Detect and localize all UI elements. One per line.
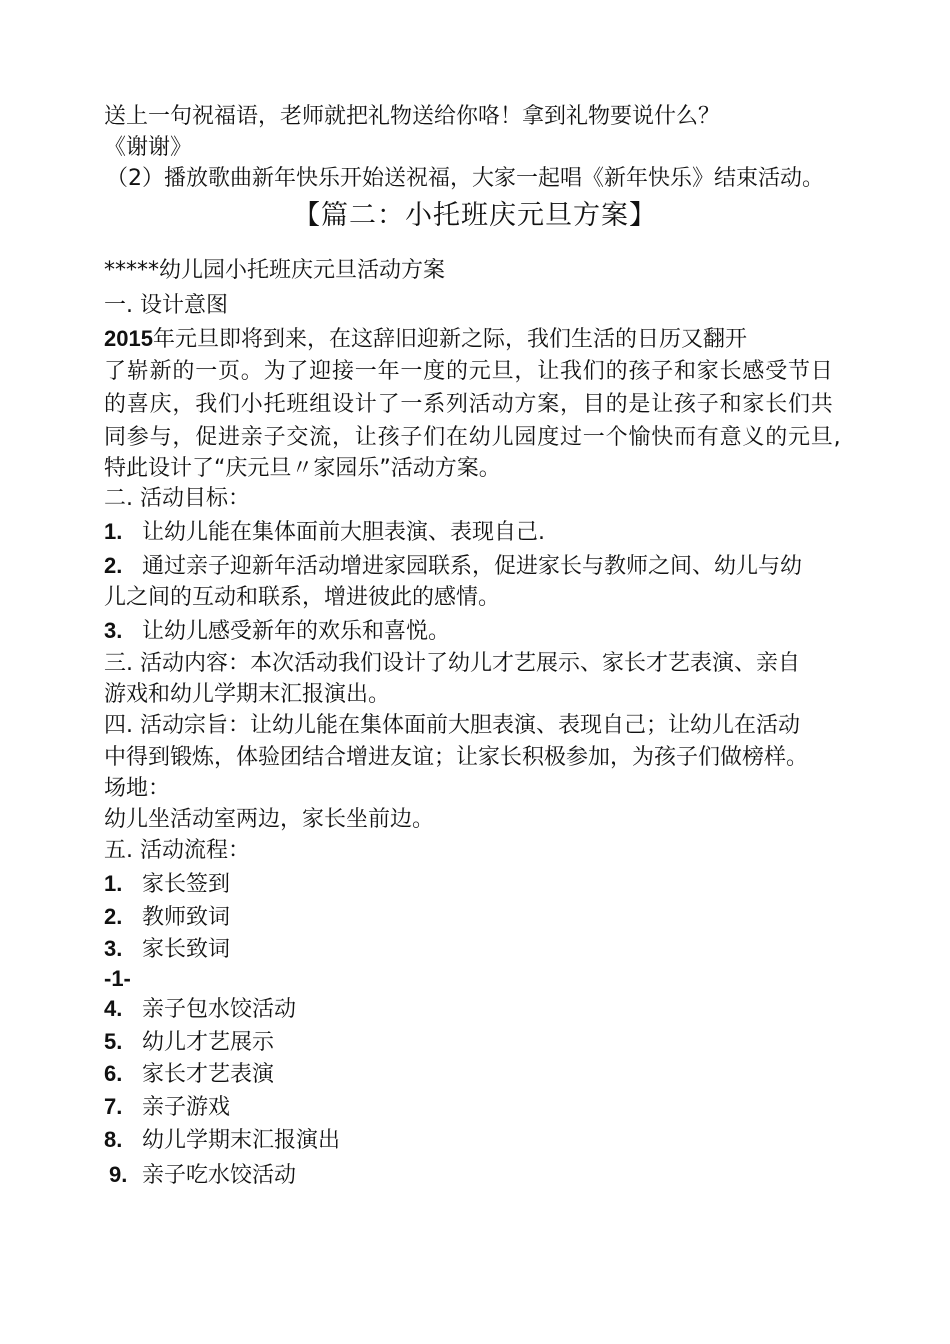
heading-process: 五. 活动流程： xyxy=(104,838,250,863)
paragraph-line xyxy=(104,324,747,355)
content-continuation: 游戏和幼儿学期末汇报演出。 xyxy=(104,682,391,707)
heading-goals: 二. 活动目标： xyxy=(104,486,250,511)
goal-item-continuation: 儿之间的互动和联系，增进彼此的感情。 xyxy=(104,585,501,610)
intro-line-1: 送上一句祝福语，老师就把礼物送给你咯！拿到礼物要说什么？ xyxy=(104,104,721,129)
step-text: 家长致词 xyxy=(142,937,231,962)
step-item xyxy=(104,994,296,1025)
page-marker: -1- xyxy=(104,966,131,991)
doc-subtitle: *****幼儿园小托班庆元旦活动方案 xyxy=(104,258,446,283)
intro-line-2: 《谢谢》 xyxy=(104,135,193,160)
step-number: 6. xyxy=(104,1061,123,1086)
paragraph-line: 同参与，促进亲子交流，让孩子们在幼儿园度过一个愉快而有意义的元旦, xyxy=(104,425,842,450)
goal-text: 让幼儿感受新年的欢乐和喜悦。 xyxy=(142,619,451,644)
paragraph-text: 年元旦即将到来，在这辞旧迎新之际，我们生活的日历又翻开 xyxy=(152,327,747,352)
step-text: 亲子包水饺活动 xyxy=(142,997,297,1022)
goal-number: 1. xyxy=(104,519,123,544)
purpose-continuation: 中得到锻炼，体验团结合增进友谊；让家长积极参加，为孩子们做榜样。 xyxy=(104,745,809,770)
venue-label: 场地： xyxy=(104,776,171,801)
heading-content: 三. 活动内容：本次活动我们设计了幼儿才艺展示、家长才艺表演、亲自 xyxy=(104,651,800,676)
goal-item xyxy=(104,551,802,582)
step-item xyxy=(109,1160,296,1191)
step-item xyxy=(104,934,230,965)
goal-text: 让幼儿能在集体面前大胆表演、表现自己. xyxy=(142,520,545,545)
step-number: 5. xyxy=(104,1029,123,1054)
paragraph-line: 的喜庆，我们小托班组设计了一系列活动方案，目的是让孩子和家长们共 xyxy=(104,392,834,417)
step-number: 8. xyxy=(104,1127,123,1152)
heading-design-intent: 一. 设计意图 xyxy=(104,293,228,318)
step-text: 幼儿才艺展示 xyxy=(142,1030,275,1055)
step-item xyxy=(104,1092,230,1123)
step-item xyxy=(104,1027,274,1058)
goal-number: 3. xyxy=(104,618,123,643)
step-number: 2. xyxy=(104,904,123,929)
step-text: 教师致词 xyxy=(142,905,231,930)
section-title: 【篇二：小托班庆元旦方案】 xyxy=(293,200,657,231)
goal-text: 通过亲子迎新年活动增进家园联系，促进家长与教师之间、幼儿与幼 xyxy=(142,554,803,579)
paragraph-line: 特此设计了“庆元旦〃家园乐”活动方案。 xyxy=(104,456,501,481)
step-number: 7. xyxy=(104,1094,123,1119)
step-item xyxy=(104,1059,274,1090)
step-text: 家长才艺表演 xyxy=(142,1062,275,1087)
goal-item xyxy=(104,517,545,548)
step-number: 1. xyxy=(104,871,123,896)
year-number: 2015 xyxy=(104,326,153,351)
step-number: 4. xyxy=(104,996,123,1021)
step-item xyxy=(104,1125,340,1156)
step-item xyxy=(104,902,230,933)
step-number: 9. xyxy=(109,1162,128,1187)
step-number: 3. xyxy=(104,936,123,961)
goal-number: 2. xyxy=(104,553,123,578)
paragraph-line: 了崭新的一页。为了迎接一年一度的元旦，让我们的孩子和家长感受节日 xyxy=(104,359,834,384)
step-text: 幼儿学期末汇报演出 xyxy=(142,1128,341,1153)
venue-text: 幼儿坐活动室两边，家长坐前边。 xyxy=(104,807,435,832)
intro-line-3: （2）播放歌曲新年快乐开始送祝福，大家一起唱《新年快乐》结束活动。 xyxy=(106,166,824,191)
step-text: 亲子游戏 xyxy=(142,1095,231,1120)
step-item xyxy=(104,869,230,900)
step-text: 亲子吃水饺活动 xyxy=(142,1163,297,1188)
step-text: 家长签到 xyxy=(142,872,231,897)
heading-purpose: 四. 活动宗旨：让幼儿能在集体面前大胆表演、表现自己；让幼儿在活动 xyxy=(104,713,800,738)
goal-item xyxy=(104,616,450,647)
